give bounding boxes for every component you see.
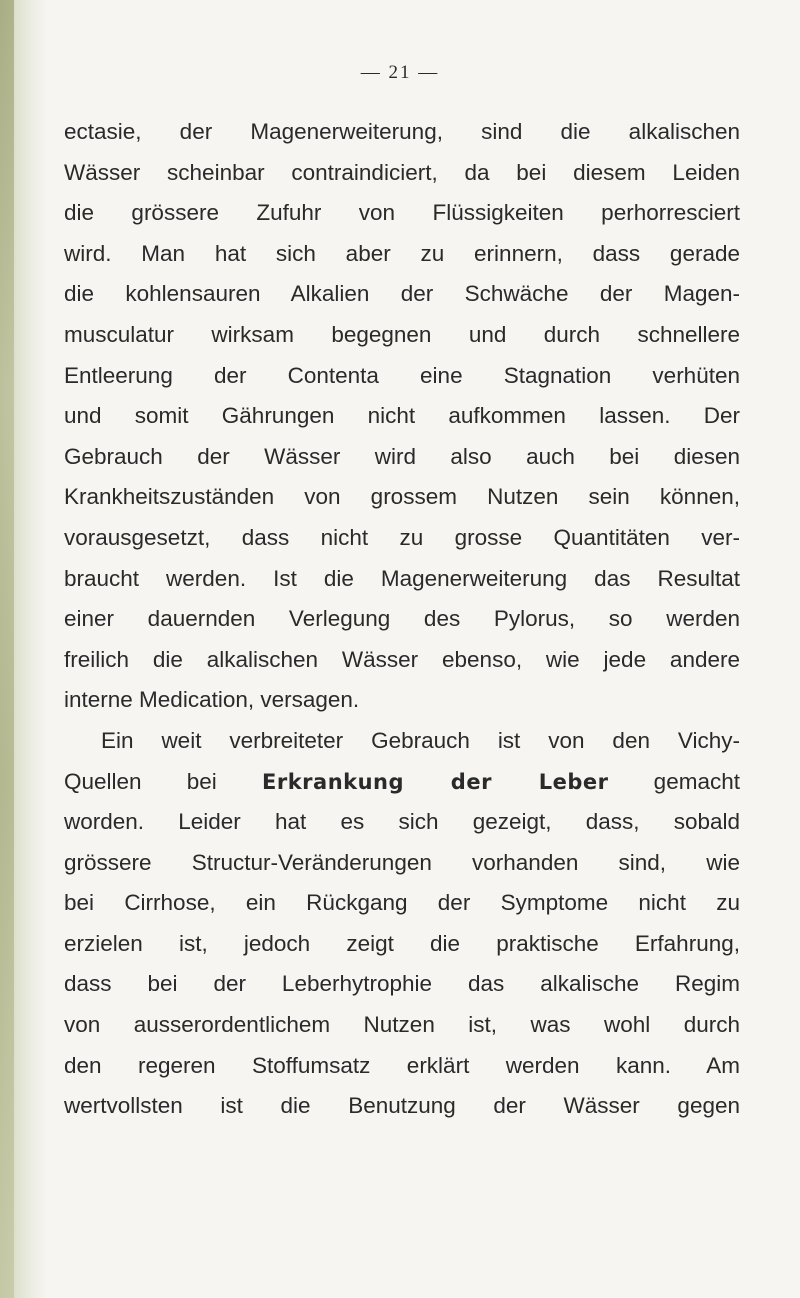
text-line: braucht werden. Ist die Magenerweiterung das Resultat — [64, 565, 740, 591]
text-line: interne Medication, versagen. — [64, 687, 360, 713]
text-line: und somit Gährungen nicht aufkommen lassen. Der — [64, 403, 740, 429]
text-line: Entleerung der Contenta eine Stagnation verhüten — [64, 362, 740, 388]
text-line: einer dauernden Verlegung des Pylorus, so werden — [64, 606, 740, 632]
text-line-with-emphasis — [64, 762, 740, 803]
text-line: freilich die alkalischen Wässer ebenso, wie jede andere — [64, 646, 740, 672]
text-line: Wässer scheinbar contraindiciert, da bei diesem Leiden — [64, 159, 740, 185]
text-line: musculatur wirksam begegnen und durch schnellere — [64, 321, 740, 347]
text-line: wird. Man hat sich aber zu erinnern, dass gerade — [64, 240, 740, 266]
text-line: worden. Leider hat es sich gezeigt, dass, sobald — [64, 809, 740, 835]
text-line: den regeren Stoffumsatz erklärt werden kann. Am — [64, 1052, 740, 1078]
page-number: — 21 — — [360, 62, 440, 83]
text-span: gemacht — [608, 768, 740, 794]
text-span: Quellen bei — [64, 768, 262, 794]
text-line: Krankheitszuständen von grossem Nutzen sein können, — [64, 484, 740, 510]
text-line: ectasie, der Magenerweiterung, sind die alkalischen — [64, 119, 740, 144]
text-line: die kohlensauren Alkalien der Schwäche der Magen- — [64, 281, 740, 307]
paragraph-first-line: Ein weit verbreiteter Gebrauch ist von den Vichy- — [101, 727, 740, 753]
body-text — [64, 112, 740, 1127]
text-line: dass bei der Leberhytrophie das alkalische Regim — [64, 971, 740, 997]
text-line: die grössere Zufuhr von Flüssigkeiten perhorresciert — [64, 200, 740, 226]
text-line: bei Cirrhose, ein Rückgang der Symptome nicht zu — [64, 890, 740, 916]
text-line: grössere Structur-Veränderungen vorhanden sind, wie — [64, 849, 740, 875]
text-line: erzielen ist, jedoch zeigt die praktische Erfahrung, — [64, 930, 740, 956]
text-line: vorausgesetzt, dass nicht zu grosse Quantitäten ver- — [64, 524, 740, 550]
text-line: von ausserordentlichem Nutzen ist, was wohl durch — [64, 1012, 740, 1038]
text-line: Gebrauch der Wässer wird also auch bei diesen — [64, 443, 740, 469]
emphasized-term: Erkrankung der Leber — [262, 769, 609, 794]
page-edge-shadow — [0, 0, 48, 1298]
text-line: wertvollsten ist die Benutzung der Wässer gegen — [64, 1093, 740, 1119]
